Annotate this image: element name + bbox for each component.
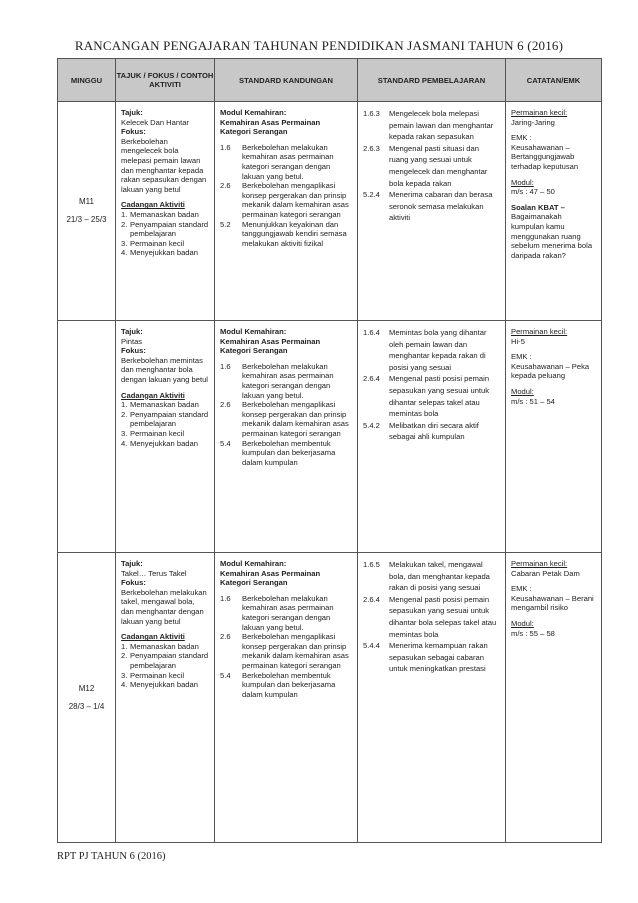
week-block (58, 683, 115, 713)
sk-code: 2.6 (220, 400, 231, 410)
sp-code: 2.6.3 (363, 143, 380, 153)
sk-item (220, 220, 352, 249)
sp-code: 1.6.3 (363, 109, 380, 118)
sp-item (363, 640, 500, 675)
header-tajuk: TAJUK / FOKUS / CONTOH AKTIVITI (116, 59, 215, 102)
sk-text: Berkebolehan membentuk kumpulan dan bekerjasama dalam kumpulan (242, 438, 336, 467)
list-item (121, 239, 209, 249)
cadangan-item: Permainan kecil (130, 670, 185, 680)
cadangan-item: Penyampaian standard pembelajaran (130, 219, 209, 239)
tajuk-text: Pintas (121, 336, 143, 346)
list-number: 1. (121, 641, 128, 651)
standard-kandungan-cell (215, 553, 358, 843)
fokus-label: Fokus: (121, 346, 146, 356)
list-item (121, 210, 209, 220)
cadangan-item: Menyejukkan badan (130, 438, 198, 448)
sp-code: 2.6.4 (363, 594, 380, 604)
sk-code: 5.2 (220, 219, 231, 229)
emk-label: EMK : (511, 133, 532, 143)
permainan-label: Permainan kecil: (511, 327, 568, 336)
sp-code: 5.4.4 (363, 641, 380, 651)
fokus-text: Berkebolehan melakukan takel, mengawal bola, dan menghantar dengan lakuan yang betul (121, 587, 207, 626)
sp-code: 5.2.4 (363, 190, 380, 200)
sk-item (220, 671, 352, 700)
list-number: 2. (121, 219, 128, 229)
cadangan-item: Permainan kecil (130, 238, 185, 248)
table-row (58, 102, 602, 321)
sp-code: 1.6.4 (363, 328, 380, 337)
week-date: 28/3 – 1/4 (68, 701, 105, 711)
modul-label: Modul Kemahiran: (220, 108, 287, 117)
kbat-label: Soalan KBAT – (511, 202, 565, 212)
permainan-text: Jaring-Jaring (511, 117, 555, 127)
week-number: M11 (79, 197, 94, 206)
cadangan-label: Cadangan Aktiviti (121, 390, 185, 400)
sk-code: 5.4 (220, 670, 231, 680)
table-header-row (58, 59, 602, 102)
standard-kandungan-cell (215, 321, 358, 553)
list-number: 3. (121, 670, 128, 680)
sk-item (220, 400, 352, 438)
cadangan-list (121, 210, 209, 258)
sp-code: 2.6.4 (363, 374, 380, 384)
sk-item (220, 439, 352, 468)
cadangan-item: Memanaskan badan (130, 641, 199, 651)
emk-text: Keusahawanan – Peka kepada peluang (511, 361, 590, 381)
standard-pembelajaran-cell (358, 102, 506, 321)
week-date: 21/3 – 25/3 (66, 215, 107, 224)
catatan-content (506, 102, 601, 264)
sp-item (363, 373, 500, 419)
list-item (121, 439, 209, 449)
tajuk-content (116, 553, 214, 694)
list-item (121, 429, 209, 439)
sk-code: 1.6 (220, 361, 231, 371)
tajuk-content (116, 102, 214, 262)
list-number: 2. (121, 651, 128, 661)
list-number: 3. (121, 238, 128, 248)
catatan-cell (506, 102, 602, 321)
sk-code: 1.6 (220, 142, 231, 152)
cadangan-label: Cadangan Aktiviti (121, 632, 185, 642)
fokus-text: Berkebolehan memintas dan menghantar bola dengan lakuan yang betul (121, 355, 208, 384)
week-number: M12 (78, 683, 95, 693)
sp-text: Mengenal pasti situasi dan ruang yang sesuai untuk mengelecek dan menghantar bola kepada rakan (389, 143, 488, 188)
week-block (58, 196, 115, 226)
minggu-cell (58, 102, 116, 321)
cadangan-item: Penyampaian standard pembelajaran (130, 409, 209, 429)
header-catatan: CATATAN/EMK (506, 59, 602, 102)
tajuk-content (116, 321, 214, 452)
lesson-plan-table (57, 58, 602, 843)
week-block (58, 434, 115, 440)
fokus-text: Berkebolehan mengelecek bola melepasi pemain lawan dan menghantar kepada rakan sepasukan dengan lakuan yang betul (121, 136, 207, 194)
page-footer: RPT PJ TAHUN 6 (2016) (57, 851, 166, 862)
standard-pembelajaran-cell (358, 553, 506, 843)
sk-content (215, 321, 357, 471)
cadangan-item: Memanaskan badan (130, 209, 199, 219)
sk-text: Berkebolehan melakukan kemahiran asas permainan kategori serangan dengan lakuan yang betul. (242, 142, 334, 181)
modul-page-text: m/s : 55 – 58 (511, 628, 555, 638)
list-number: 4. (121, 438, 128, 448)
emk-label: EMK : (511, 584, 532, 594)
table-row (58, 553, 602, 843)
sk-text: Menunjukkan keyakinan dan tanggungjawab kendiri semasa melakukan aktiviti fizikal (242, 219, 347, 248)
document-title: RANCANGAN PENGAJARAN TAHUNAN PENDIDIKAN JASMANI TAHUN 6 (2016) (74, 38, 564, 53)
modul-page-label: Modul: (511, 618, 534, 628)
sp-content (358, 102, 505, 228)
list-item (121, 642, 209, 652)
sp-text: Menerima cabaran dan berasa seronok semasa melakukan aktiviti (389, 190, 493, 223)
sp-text: Mengenal pasti posisi pemain sepasukan yang sesuai untuk dihantar bola selepas takel atau memintas bola (389, 594, 497, 639)
sp-item (363, 559, 500, 594)
sp-text: Melibatkan diri secara aktif sebagai ahli kumpulan (389, 420, 479, 442)
cadangan-list (121, 642, 209, 690)
spacer (58, 434, 115, 440)
modul-page-label: Modul: (511, 177, 534, 187)
sk-item (220, 143, 352, 181)
sp-text: Mengelecek bola melepasi pemain lawan dan menghantar kepada rakan sepasukan (389, 109, 494, 142)
sk-item (220, 181, 352, 219)
sk-text: Berkebolehan membentuk kumpulan dan bekerjasama dalam kumpulan (242, 670, 336, 699)
cadangan-item: Memanaskan badan (130, 400, 199, 410)
minggu-cell (58, 553, 116, 843)
sp-text: Memintas bola yang dihantar oleh pemain lawan dan menghantar kepada rakan di posisi yang sesuai (389, 328, 487, 372)
list-number: 1. (121, 400, 128, 410)
sk-content (215, 102, 357, 252)
sp-content (358, 553, 505, 679)
list-item (121, 410, 209, 429)
tajuk-label: Tajuk: (121, 327, 143, 336)
permainan-text: Cabaran Petak Dam (511, 568, 580, 578)
list-number: 2. (121, 409, 128, 419)
sk-content (215, 553, 357, 703)
tajuk-text: Takel… Terus Takel (121, 568, 187, 578)
tajuk-cell (116, 553, 215, 843)
modul-text: Kemahiran Asas Permainan Kategori Serangan (220, 568, 321, 588)
sk-code: 5.4 (220, 438, 231, 448)
sp-text: Melakukan takel, mengawal bola, dan menghantar kepada rakan di posisi yang sesuai (389, 560, 490, 593)
list-number: 3. (121, 428, 128, 438)
list-item (121, 248, 209, 258)
tajuk-label: Tajuk: (121, 108, 143, 117)
cadangan-item: Menyejukkan badan (130, 248, 198, 258)
modul-label: Modul Kemahiran: (220, 559, 287, 568)
emk-text: Keusahawanan – Bertanggungjawab terhadap keputusan (511, 142, 579, 171)
cadangan-label: Cadangan Aktiviti (121, 200, 185, 210)
modul-label: Modul Kemahiran: (220, 327, 287, 336)
catatan-cell (506, 321, 602, 553)
sk-item (220, 594, 352, 632)
list-number: 4. (121, 680, 128, 690)
list-number: 4. (121, 248, 128, 258)
permainan-label: Permainan kecil: (511, 559, 568, 568)
sp-item (363, 189, 500, 224)
sk-code: 2.6 (220, 181, 231, 191)
catatan-cell (506, 553, 602, 843)
tajuk-text: Kelecek Dan Hantar (121, 117, 189, 127)
modul-text: Kemahiran Asas Permainan Kategori Serangan (220, 117, 321, 137)
sk-item (220, 362, 352, 400)
tajuk-label: Tajuk: (121, 559, 143, 568)
tajuk-cell (116, 102, 215, 321)
sp-item (363, 420, 500, 443)
sp-text: Menerima kemampuan rakan sepasukan sebagai cabaran untuk meningkatkan prestasi (389, 641, 488, 674)
list-item (121, 220, 209, 239)
catatan-content (506, 321, 601, 410)
sk-text: Berkebolehan mengaplikasi konsep pergerakan dan prinsip mekanik dalam kemahiran asas permainan kategori serangan (242, 181, 349, 219)
fokus-label: Fokus: (121, 127, 146, 137)
modul-page-label: Modul: (511, 386, 534, 396)
cadangan-item: Penyampaian standard pembelajaran (130, 651, 209, 670)
list-item (121, 671, 209, 681)
list-item (121, 651, 209, 670)
sp-code: 1.6.5 (363, 560, 380, 569)
sp-text: Mengenal pasti posisi pemain sepasukan yang sesuai untuk dihantar selepas takel atau memintas bola (389, 374, 490, 419)
emk-text: Keusahawanan – Berani mengambil risiko (511, 593, 594, 613)
sk-text: Berkebolehan melakukan kemahiran asas permainan kategori serangan dengan lakuan yang betul. (242, 361, 334, 400)
sp-content (358, 321, 505, 447)
list-item (121, 400, 209, 410)
sk-text: Berkebolehan mengaplikasi konsep pergerakan dan prinsip mekanik dalam kemahiran asas permainan kategori serangan (242, 632, 349, 670)
modul-page-text: m/s : 51 – 54 (511, 396, 555, 406)
sk-text: Berkebolehan melakukan kemahiran asas permainan kategori serangan dengan lakuan yang betul. (242, 593, 334, 632)
list-item (121, 680, 209, 690)
header-standard-pembelajaran: STANDARD PEMBELAJARAN (358, 59, 506, 102)
permainan-text: Hi-5 (511, 336, 525, 346)
table-row (58, 321, 602, 553)
header-standard-kandungan: STANDARD KANDUNGAN (215, 59, 358, 102)
modul-text: Kemahiran Asas Permainan Kategori Serangan (220, 336, 321, 356)
cadangan-list (121, 400, 209, 448)
sk-code: 2.6 (220, 632, 231, 642)
sp-code: 5.4.2 (363, 420, 380, 430)
sp-item (363, 143, 500, 189)
permainan-label: Permainan kecil: (511, 108, 568, 117)
emk-label: EMK : (511, 352, 532, 362)
list-number: 1. (121, 209, 128, 219)
fokus-label: Fokus: (121, 578, 146, 588)
sk-text: Berkebolehan mengaplikasi konsep pergerakan dan prinsip mekanik dalam kemahiran asas permainan kategori serangan (242, 400, 349, 438)
sk-code: 1.6 (220, 593, 231, 603)
tajuk-cell (116, 321, 215, 553)
sk-item (220, 632, 352, 670)
cadangan-item: Permainan kecil (130, 428, 185, 438)
header-minggu: MINGGU (58, 59, 116, 102)
standard-kandungan-cell (215, 102, 358, 321)
minggu-cell (58, 321, 116, 553)
modul-page-text: m/s : 47 – 50 (511, 187, 555, 197)
catatan-content (506, 553, 601, 642)
sp-item (363, 327, 500, 373)
sp-item (363, 594, 500, 640)
cadangan-item: Menyejukkan badan (130, 680, 198, 690)
standard-pembelajaran-cell (358, 321, 506, 553)
sp-item (363, 108, 500, 143)
kbat-text: Bagaimanakah kumpulan kamu menggunakan ruang sebelum menerima bola daripada rakan? (511, 212, 593, 260)
